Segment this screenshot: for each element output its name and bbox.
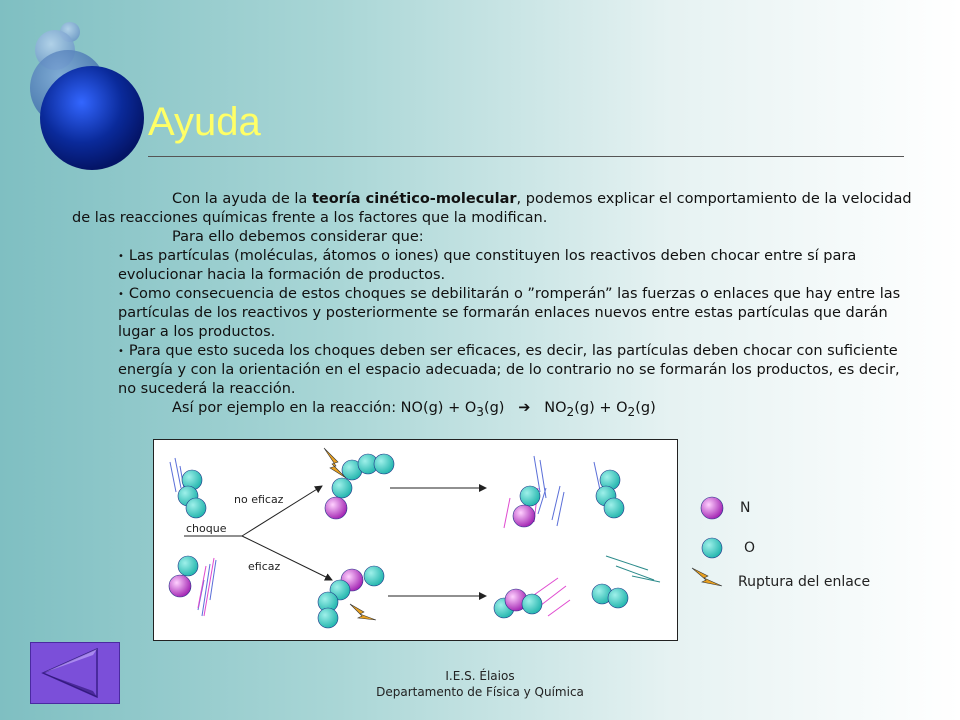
oxygen-atom-icon (702, 538, 722, 558)
reaction-part: NO (544, 400, 567, 416)
nitrogen-atom-icon (701, 497, 723, 519)
bullet-icon: • (118, 251, 124, 262)
bullet-text: Las partículas (moléculas, átomos o iones) que constituyen los reactivos deben chocar entre sí para evolucionar hacia la formación de productos. (118, 248, 857, 283)
reaction-part: (g) + O (574, 400, 628, 416)
bullet-item (72, 247, 914, 285)
bullet-icon: • (118, 289, 124, 300)
content-text (72, 190, 914, 422)
label-choque: choque (186, 522, 227, 535)
intro-text-start: Con la ayuda de la (172, 191, 312, 207)
bullet-text: Como consecuencia de estos choques se debilitarán o ”romperán” las fuerzas o enlaces que hay entre las partículas de los reactivos y posteriormente se formarán enlaces nuevos entre estas partículas que darán lugar a los productos. (118, 286, 901, 340)
footer-department: Departamento de Física y Química (376, 685, 584, 699)
intro-text-end: , podemos explicar el comportamiento de la velocidad de las reacciones químicas frente a los factores que la modifican. (72, 191, 912, 226)
page-title: Ayuda (148, 100, 261, 144)
collision-diagram-graphic (154, 440, 679, 642)
reaction-subscript: 2 (566, 404, 575, 419)
reaction-subscript: 3 (476, 404, 484, 419)
intro-paragraph (72, 190, 914, 228)
reaction-part: (g) (635, 400, 656, 416)
reaction-part: (g) (483, 400, 505, 416)
footer-school: I.E.S. Élaios (445, 669, 515, 683)
label-eficaz: eficaz (248, 560, 281, 573)
example-reaction (72, 399, 914, 422)
bullet-text: Para que esto suceda los choques deben ser eficaces, es decir, las partículas deben chocar con suficiente energía y con la orientación en el espacio adecuada; de lo contrario no se formarán los productos, es decir, no sucederá la reacción. (118, 343, 900, 397)
label-no-eficaz: no eficaz (234, 493, 284, 506)
legend-break-label: Ruptura del enlace (738, 574, 871, 590)
reaction-arrow-icon: ➔ (518, 400, 531, 416)
bullet-item (72, 342, 914, 399)
reaction-subscript: 2 (627, 404, 636, 419)
back-triangle-icon (31, 643, 119, 703)
footer (300, 668, 660, 700)
legend-n-label: N (740, 500, 751, 516)
consider-line: Para ello debemos considerar que: (172, 229, 424, 245)
legend-o-label: O (744, 540, 756, 556)
bullet-item (72, 285, 914, 342)
reaction-part: Así por ejemplo en la reacción: NO(g) + O (172, 400, 477, 416)
decorative-circles (0, 0, 170, 200)
bond-break-icon (692, 568, 722, 586)
collision-diagram (153, 439, 678, 641)
back-button[interactable] (30, 642, 120, 704)
bullet-icon: • (118, 346, 124, 357)
title-divider (148, 156, 904, 157)
intro-bold: teoría cinético-molecular (311, 191, 517, 207)
lightning-icon (350, 604, 376, 620)
